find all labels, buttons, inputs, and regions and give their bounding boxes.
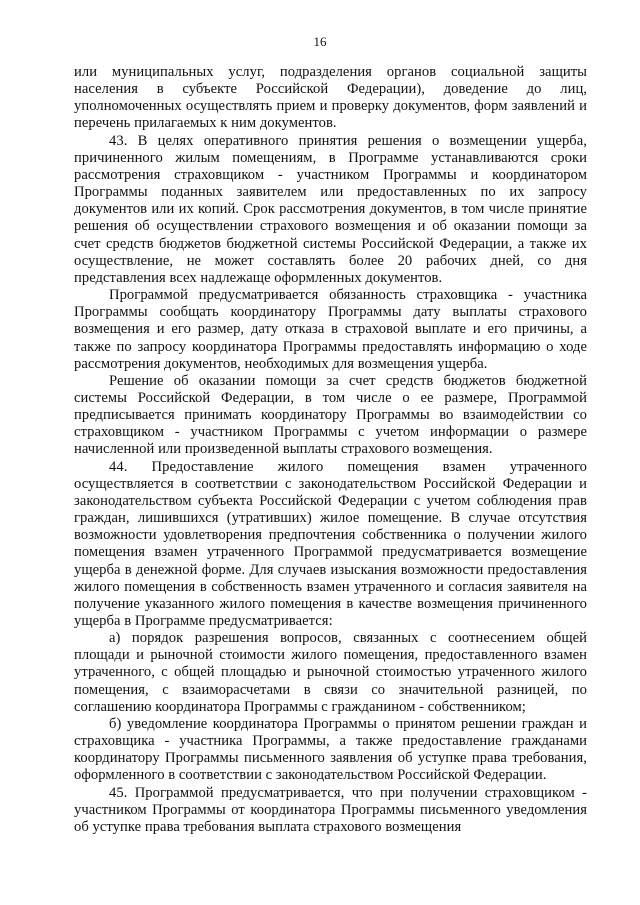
subparagraph-b: б) уведомление координатора Программы о принятом решении граждан и страховщика - участника Программы, а также предоставление гражданами координатору Программы письменного заявления об уступке права требования, оформленного в соответствии с законодательством Российской Федерации.: [74, 715, 587, 784]
paragraph-item-43: 43. В целях оперативного принятия решения о возмещении ущерба, причиненного жилым помещениям, в Программе устанавливаются сроки рассмотрения страховщиком - участником Программы и координатором Программы поданных заявителем или предоставленных по их запросу документов или их копий. Срок рассмотрения документов, в том числе принятие решения об осуществлении страхового возмещения и об оказании помощи за счет средств бюджетов бюджетной системы Российской Федерации, а также их осуществление, не может составлять более 20 рабочих дней, со дня представления всех надлежаще оформленных документов.: [74, 132, 587, 286]
paragraph: Решение об оказании помощи за счет средств бюджетов бюджетной системы Российской Федерации, в том числе о ее размере, Программой предписывается принимать координатору Программы во взаимодействии со страховщиком - участником Программы с учетом информации о размере начисленной или произведенной выплаты страхового возмещения.: [74, 372, 587, 458]
subparagraph-a: а) порядок разрешения вопросов, связанных с соотнесением общей площади и рыночной стоимости жилого помещения, предоставленного взамен утраченного, с общей площадью и рыночной стоимостью утраченного жилого помещения, с взаиморасчетами в связи со значительной разницей, по соглашению координатора Программы с гражданином - собственником;: [74, 630, 587, 715]
paragraph: Программой предусматривается обязанность страховщика - участника Программы сообщать координатору Программы дату выплаты страхового возмещения и его размер, дату отказа в страховой выплате и его причины, а также по запросу координатора Программы предоставлять информацию о ходе рассмотрения документов, необходимых для возмещения ущерба.: [74, 287, 587, 372]
paragraph-item-45: 45. Программой предусматривается, что при получении страховщиком - участником Программы от координатора Программы письменного уведомления об уступке права требования выплата страхового возмещения: [74, 784, 587, 835]
page-number: 16: [313, 34, 327, 49]
document-body: [74, 64, 587, 836]
paragraph-item-44: 44. Предоставление жилого помещения взамен утраченного осуществляется в соответствии с законодательством Российской Федерации и законодательством субъекта Российской Федерации с учетом соблюдения прав граждан, лишившихся (утративших) жилое помещение. В случае отсутствия возможности удовлетворения предпочтения собственника о получении жилого помещения взамен утраченного Программой предусматривается возмещение ущерба в денежной форме. Для случаев изыскания возможности предоставления жилого помещения в собственность взамен утраченного и согласия заявителя на получение указанного жилого помещения в качестве возмещения причиненного ущерба в Программе предусматривается:: [74, 458, 587, 629]
paragraph: или муниципальных услуг, подразделения органов социальной защиты населения в субъекте Российской Федерации), доведение до лиц, уполномоченных осуществлять прием и проверку документов, форм заявлений и перечень прилагаемых к ним документов.: [74, 64, 587, 132]
